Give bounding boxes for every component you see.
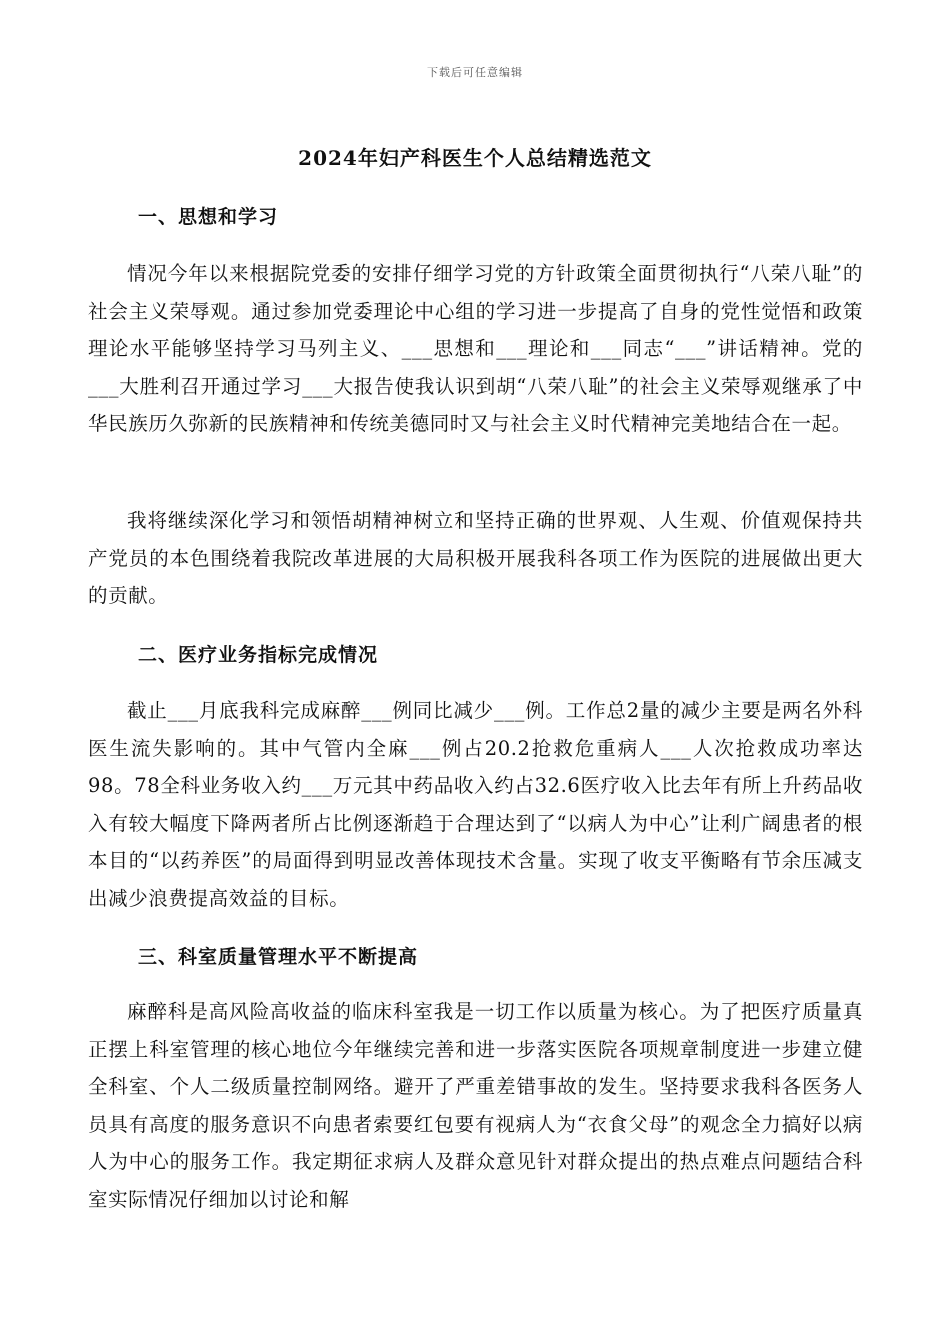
section-1-paragraph-2: 我将继续深化学习和领悟胡精神树立和坚持正确的世界观、人生观、价值观保持共产党员的本色围绕着我院改革进展的大局积极开展我科各项工作为医院的进展做出更大的贡献。 xyxy=(88,509,863,607)
section-2-paragraph-1: 截止___月底我科完成麻醉___例同比减少___例。工作总2量的减少主要是两名外科医生流失影响的。其中气管内全麻___例占20.2抢救危重病人___人次抢救成功率达98。78全科业务收入约___万元其中药品收入约占32.6医疗收入比去年有所上升药品收入有较大幅度下降两者所占比例逐渐趋于合理达到了“以病人为中心”让利广阔患者的根本目的“以药养医”的局面得到明显改善体现技术含量。实现了收支平衡略有节余压减支出减少浪费提高效益的目标。 xyxy=(88,699,863,910)
header-note: 下载后可任意编辑 xyxy=(427,66,523,79)
section-heading-2: 二、医疗业务指标完成情况 xyxy=(138,644,379,666)
section-3-paragraph-1: 麻醉科是高风险高收益的临床科室我是一切工作以质量为核心。为了把医疗质量真正摆上科室管理的核心地位今年继续完善和进一步落实医院各项规章制度进一步建立健全科室、个人二级质量控制网络。避开了严重差错事故的发生。坚持要求我科各医务人员具有高度的服务意识不向患者索要红包要有视病人为“衣食父母”的观念全力搞好以病人为中心的服务工作。我定期征求病人及群众意见针对群众提出的热点难点问题结合科室实际情况仔细加以讨论和解 xyxy=(88,1000,863,1211)
document-title: 2024年妇产科医生个人总结精选范文 xyxy=(298,146,652,170)
section-heading-1: 一、思想和学习 xyxy=(138,206,279,228)
section-1-paragraph-1: 情况今年以来根据院党委的安排仔细学习党的方针政策全面贯彻执行“八荣八耻”的社会主义荣辱观。通过参加党委理论中心组的学习进一步提高了自身的党性觉悟和政策理论水平能够坚持学习马列主义、___思想和___理论和___同志“___”讲话精神。党的___大胜利召开通过学习___大报告使我认识到胡“八荣八耻”的社会主义荣辱观继承了中华民族历久弥新的民族精神和传统美德同时又与社会主义时代精神完美地结合在一起。 xyxy=(88,262,863,435)
section-heading-3: 三、科室质量管理水平不断提高 xyxy=(138,946,419,968)
